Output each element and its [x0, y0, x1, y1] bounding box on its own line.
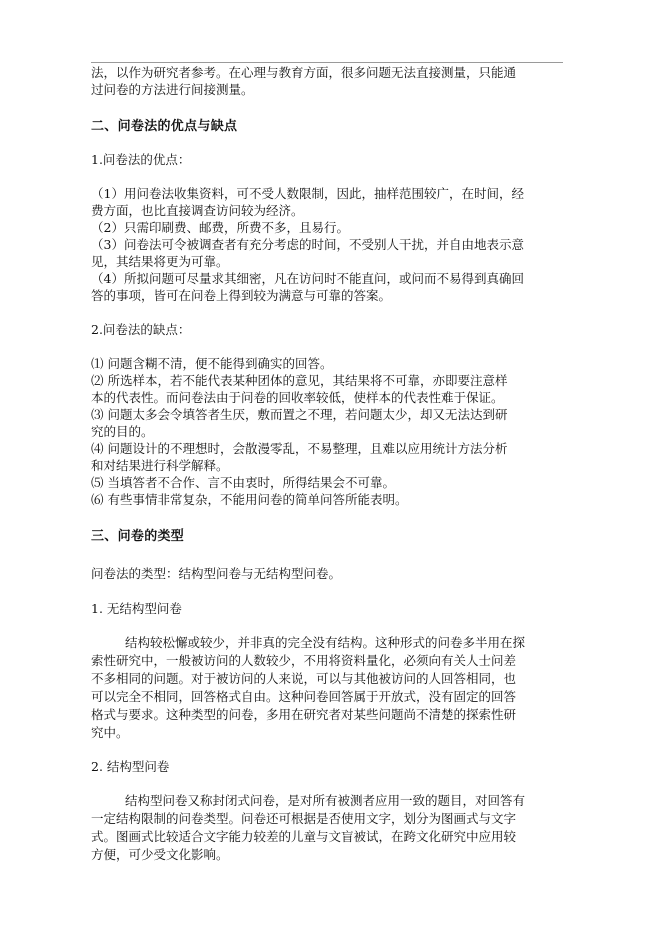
disadvantage-item: ⑴ 问题含糊不清，便不能得到确实的回答。 — [91, 356, 333, 371]
disadvantage-item: 和对结果进行科学解释。 — [91, 458, 229, 473]
disadvantage-item: ⑹ 有些事情非常复杂，不能用问卷的简单问答所能表明。 — [91, 492, 408, 507]
disadvantage-item: ⑷ 问题设计的不理想时，会散漫零乱，不易整理，且难以应用统计方法分析 — [91, 441, 508, 456]
disadvantage-item: 本的代表性。而问卷法由于问卷的回收率较低，使样本的代表性难于保证。 — [91, 390, 504, 405]
subsection-heading: 1. 无结构型问卷 — [91, 601, 182, 616]
paragraph-line: 可以完全不相同，回答格式自由。这种问卷回答属于开放式，没有固定的回答 — [91, 689, 517, 704]
paragraph-line: 不多相同的问题。对于被访问的人来说，可以与其他被访问的人回答相同，也 — [91, 671, 517, 686]
section-heading: 二、问卷法的优点与缺点 — [91, 119, 238, 134]
advantage-item: 费方面，也比直接调查访问较为经济。 — [91, 203, 304, 218]
paragraph-line: 索性研究中，一般被访问的人数较少，不用将资料量化，必须向有关人士问差 — [91, 653, 517, 668]
paragraph-line: 结构较松懈或较少，并非真的完全没有结构。这种形式的问卷多半用在探 — [125, 635, 526, 650]
disadvantage-item: 究的目的。 — [91, 424, 154, 439]
header-rule — [91, 62, 563, 63]
paragraph-line: 格式与要求。这种类型的问卷，多用在研究者对某些问题尚不清楚的探索性研 — [91, 707, 517, 722]
subsection-heading: 1.问卷法的优点： — [91, 152, 191, 167]
paragraph-line: 式。图画式比较适合文字能力较差的儿童与文盲被试，在跨文化研究中应用较 — [91, 829, 517, 844]
disadvantage-item: ⑶ 问题太多会令填答者生厌，敷而置之不理，若问题太少，却又无法达到研 — [91, 407, 508, 422]
subsection-heading: 2.问卷法的缺点： — [91, 322, 191, 337]
advantage-item: （3）问卷法可令被调查者有充分考虑的时间，不受别人干扰，并自由地表示意 — [91, 237, 524, 252]
paragraph-line: 过问卷的方法进行间接测量。 — [91, 82, 254, 97]
section-heading: 三、问卷的类型 — [91, 529, 185, 544]
paragraph-line: 方便，可少受文化影响。 — [91, 847, 229, 862]
paragraph-line: 法，以作为研究者参考。在心理与教育方面，很多问题无法直接测量，只能通 — [91, 65, 517, 80]
disadvantage-item: ⑵ 所选样本，若不能代表某种团体的意见，其结果将不可靠，亦即要注意样 — [91, 373, 508, 388]
advantage-item: （1）用问卷法收集资料，可不受人数限制，因此，抽样范围较广，在时间，经 — [91, 186, 524, 201]
paragraph-line: 一定结构限制的问卷类型。问卷还可根据是否使用文字，划分为图画式与文字 — [91, 811, 517, 826]
advantage-item: （4）所拟问题可尽量求其细密，凡在访问时不能直问，或问而不易得到真确回 — [91, 271, 524, 286]
subsection-heading: 2. 结构型问卷 — [91, 759, 170, 774]
advantage-item: 答的事项，皆可在问卷上得到较为满意与可靠的答案。 — [91, 288, 392, 303]
paragraph-line: 究中。 — [91, 725, 129, 740]
paragraph-line: 问卷法的类型：结构型问卷与无结构型问卷。 — [91, 566, 342, 581]
paragraph-line: 结构型问卷又称封闭式问卷，是对所有被测者应用一致的题目，对回答有 — [125, 793, 526, 808]
advantage-item: 见，其结果将更为可靠。 — [91, 254, 229, 269]
advantage-item: （2）只需印刷费、邮费，所费不多，且易行。 — [91, 220, 349, 235]
disadvantage-item: ⑸ 当填答者不合作、言不由衷时，所得结果会不可靠。 — [91, 475, 395, 490]
